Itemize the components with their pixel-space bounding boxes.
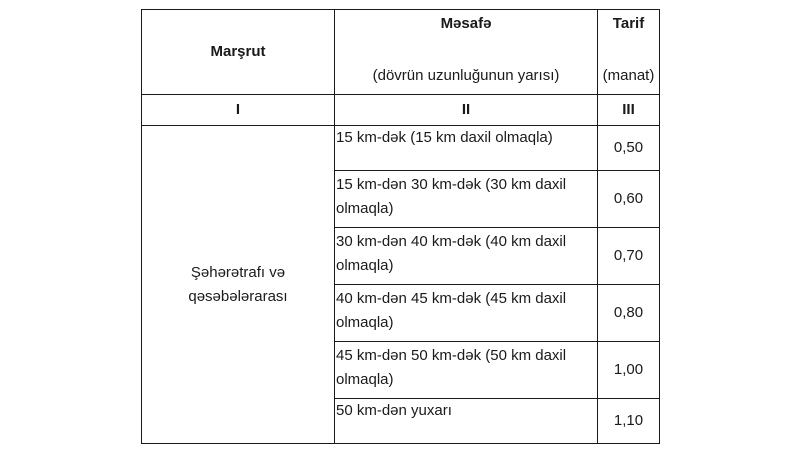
header-distance: [335, 10, 598, 95]
roman-numeral-row: [142, 95, 660, 126]
column-number-3: III: [598, 95, 660, 126]
header-route: [142, 10, 335, 95]
table-row: [142, 126, 660, 171]
distance-cell: 15 km-dən 30 km-dək (30 km daxil olmaqla): [335, 171, 598, 228]
tariff-cell: 0,70: [598, 228, 660, 285]
distance-cell: 30 km-dən 40 km-dək (40 km daxil olmaqla): [335, 228, 598, 285]
header-route-label: Marşrut: [210, 43, 266, 60]
header-distance-note: (dövrün uzunluğunun yarısı): [372, 67, 560, 84]
distance-cell: 15 km-dək (15 km daxil olmaqla): [335, 126, 598, 171]
header-distance-label: Məsafə: [440, 15, 492, 32]
header-tariff: [598, 10, 660, 95]
route-name-text: Şəhərətrafı və qəsəbələrarası: [188, 263, 288, 305]
tariff-cell: 0,60: [598, 171, 660, 228]
tariff-cell: 0,50: [598, 126, 660, 171]
tariff-cell: 1,00: [598, 342, 660, 399]
distance-cell: 45 km-dən 50 km-dək (50 km daxil olmaqla): [335, 342, 598, 399]
column-number-1: I: [142, 95, 335, 126]
header-row: [142, 10, 660, 95]
tariff-table: [141, 9, 660, 444]
column-number-2: II: [335, 95, 598, 126]
tariff-cell: 0,80: [598, 285, 660, 342]
tariff-cell: 1,10: [598, 399, 660, 444]
distance-cell: 50 km-dən yuxarı: [335, 399, 598, 444]
distance-cell: 40 km-dən 45 km-dək (45 km daxil olmaqla): [335, 285, 598, 342]
route-name: [142, 126, 335, 444]
header-tariff-label: Tarif: [612, 15, 645, 32]
header-tariff-unit: (manat): [602, 67, 655, 84]
tariff-table-container: [141, 9, 660, 444]
